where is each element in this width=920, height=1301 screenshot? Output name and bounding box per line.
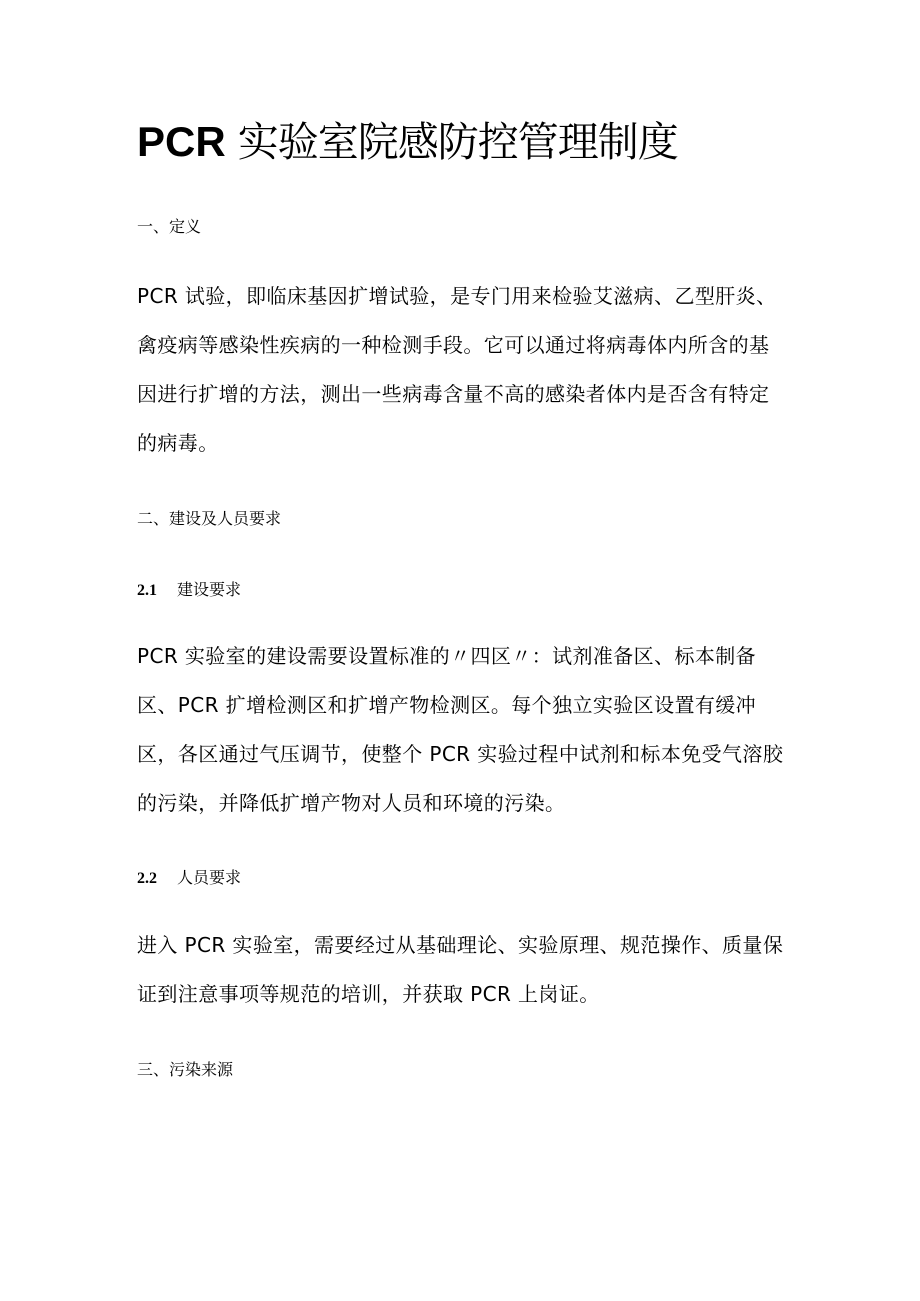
subsection-number: 2.1	[137, 582, 157, 599]
subsection-number: 2.2	[137, 870, 157, 887]
subsection-title: 建设要求	[177, 580, 242, 599]
section-heading-requirements: 二、建设及人员要求	[137, 509, 282, 528]
document-title	[137, 113, 678, 171]
section-heading-contamination-sources: 三、污染来源	[137, 1060, 234, 1079]
section-heading-definition: 一、定义	[137, 217, 202, 236]
subsection-heading-construction	[137, 578, 241, 603]
subsection-heading-personnel	[137, 866, 241, 891]
title-latin-part: PCR	[137, 118, 226, 165]
paragraph-construction: PCR 实验室的建设需要设置标准的〃四区〃：试剂准备区、标本制备区、PCR 扩增检测区和扩增产物检测区。每个独立实验区设置有缓冲区，各区通过气压调节，使整个 PCR 实验过程中试剂和标本免受气溶胶的污染，并降低扩增产物对人员和环境的污染。	[137, 644, 784, 815]
paragraph-definition: PCR 试验，即临床基因扩增试验，是专门用来检验艾滋病、乙型肝炎、禽疫病等感染性疾病的一种检测手段。它可以通过将病毒体内所含的基因进行扩增的方法，测出一些病毒含量不高的感染者体内是否含有特定的病毒。	[137, 284, 777, 455]
paragraph-personnel: 进入 PCR 实验室，需要经过从基础理论、实验原理、规范操作、质量保证到注意事项等规范的培训，并获取 PCR 上岗证。	[137, 933, 784, 1006]
title-cjk-part: 实验室院感防控管理制度	[225, 118, 678, 166]
subsection-title: 人员要求	[177, 868, 242, 887]
